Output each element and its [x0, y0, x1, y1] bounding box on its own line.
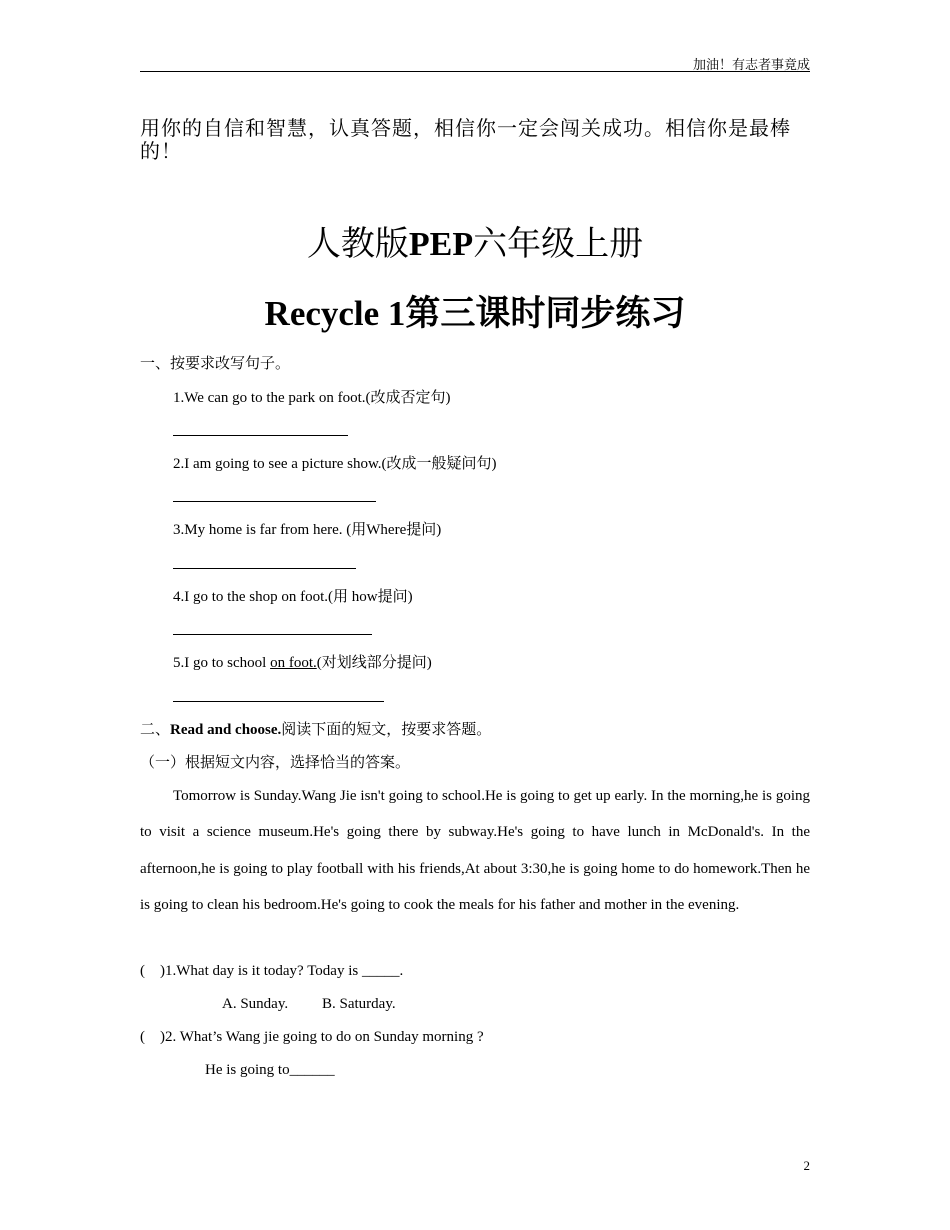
answer-blank-3[interactable] — [173, 568, 356, 569]
header-divider — [140, 71, 810, 72]
question-2-answer-line — [205, 1062, 335, 1079]
section2-heading — [140, 718, 491, 739]
section2-number: 二、 — [140, 722, 171, 738]
title-suffix: 六年级上册 — [473, 226, 644, 263]
question-5-post: (对划线部分提问) — [316, 655, 432, 671]
question-1-end: . — [399, 963, 404, 979]
question-5-underlined: on foot. — [270, 655, 317, 671]
answer-blank-5[interactable] — [173, 701, 384, 702]
section2-instruction: 阅读下面的短文，按要求答题。 — [281, 722, 492, 738]
choice-question-2 — [140, 1029, 484, 1046]
page-number: 2 — [803, 1158, 810, 1173]
question-2-text: 2. What’s Wang jie going to do on Sunday morning ? — [165, 1029, 484, 1045]
answer-paren-2[interactable]: ( ) — [140, 1029, 165, 1045]
question-1-blank: _____ — [361, 963, 400, 979]
option-a: A. Sunday. — [222, 996, 289, 1012]
option-b: B. Saturday. — [322, 996, 396, 1012]
motto-text: 用你的自信和智慧，认真答题，相信你一定会闯关成功。相信你是最棒的！ — [140, 118, 791, 163]
question-1-text: 1.What day is it today? Today is — [165, 963, 362, 979]
rewrite-question-5 — [173, 651, 432, 672]
answer-paren-1[interactable]: ( ) — [140, 963, 165, 979]
rewrite-question-4: 4.I go to the shop on foot.(用 how提问) — [173, 589, 413, 605]
question-2-answer-prefix: He is going to — [205, 1062, 290, 1078]
reading-passage: Tomorrow is Sunday.Wang Jie isn't going to school.He is going to get up early. In the morning,he is going to visit a science museum.He's going there by subway.He's going to have lunch in McDonald's. In the afternoon,he is going to play football with his friends,At about 3:30,he is going home to do homework.Then he is going to clean his bedroom.He's going to cook the meals for his father and mother in the evening. — [140, 788, 810, 914]
section1-heading: 一、按要求改写句子。 — [140, 356, 291, 372]
question-2-answer-blank[interactable]: ______ — [289, 1062, 335, 1078]
choice-question-1 — [140, 963, 403, 980]
page-header: 加油！有志者事竟成 — [692, 57, 810, 72]
answer-blank-4[interactable] — [173, 634, 372, 635]
rewrite-question-3: 3.My home is far from here. (用Where提问) — [173, 522, 442, 538]
title-line-2: Recycle 1第三课时同步练习 — [264, 294, 686, 333]
title-pep: PEP — [408, 226, 474, 263]
rewrite-question-2: 2.I am going to see a picture show.(改成一般疑问句) — [173, 456, 497, 472]
section2-title: Read and choose. — [170, 722, 282, 738]
question-5-pre: 5.I go to school — [173, 655, 271, 671]
answer-blank-1[interactable] — [173, 435, 348, 436]
section2-subheading: （一）根据短文内容，选择恰当的答案。 — [140, 755, 411, 771]
title-prefix: 人教版 — [306, 226, 409, 263]
title-line-1 — [0, 216, 950, 265]
rewrite-question-1: 1.We can go to the park on foot.(改成否定句) — [173, 390, 451, 406]
answer-blank-2[interactable] — [173, 501, 376, 502]
